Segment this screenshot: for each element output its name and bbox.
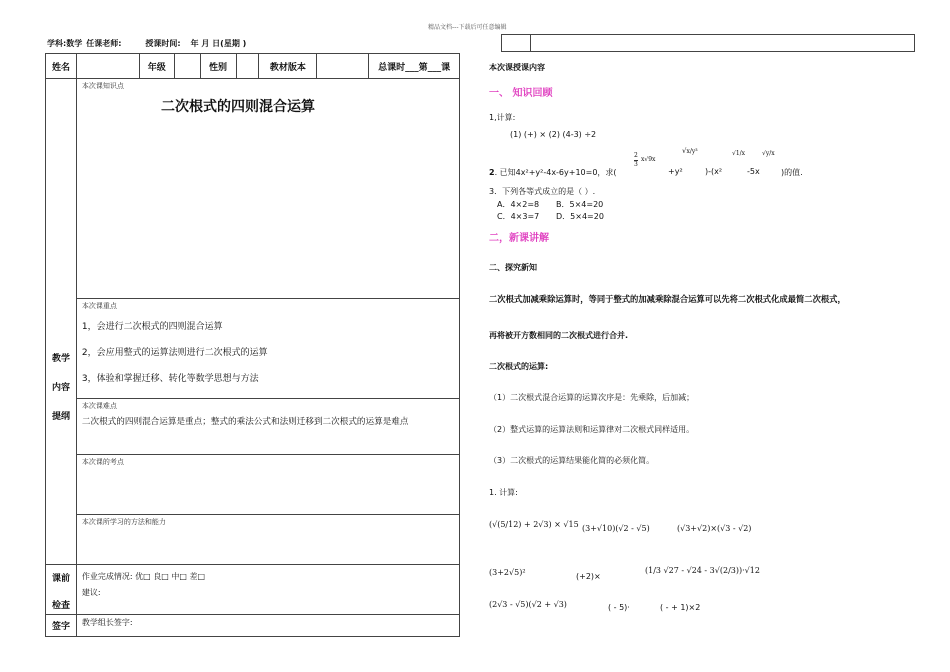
gender-label: 性别 (200, 54, 236, 79)
difficulty-text: 二次根式的四则混合运算是重点；整式的乘法公式和法则迁移到二次根式的运算是难点 (81, 417, 409, 427)
question-2 (489, 167, 617, 178)
gender-field[interactable] (236, 54, 259, 79)
focus-item: 2，会应用整式的运算法则进行二次根式的运算 (81, 348, 268, 358)
sign-cell (76, 615, 459, 637)
grade-label: 年级 (139, 54, 174, 79)
section-two-title: 二，新课讲解 (489, 233, 549, 244)
ops-title: 二次根式的运算: (489, 362, 549, 371)
q3-option-c: C．4×3=7 (497, 212, 540, 221)
q2-sqrt-9x: x√9x (641, 156, 656, 163)
q2-sqrt-1x: √1/x (732, 150, 746, 157)
name-label: 姓名 (46, 54, 77, 79)
knowledge-title: 二次根式的四则混合运算 (160, 99, 315, 115)
exercise-3b: ( - 5)· (608, 603, 630, 612)
exercise-2a: (3+2√5)² (489, 568, 526, 577)
sign-side-label: 签字 (46, 615, 77, 637)
q2-fraction: 2 3 (634, 152, 638, 168)
focus-cell (76, 299, 459, 399)
explore-title: 二、探究新知 (489, 263, 537, 272)
right-header-divider (530, 35, 531, 51)
knowledge-cell (76, 79, 459, 299)
version-label: 教材版本 (259, 54, 317, 79)
rule-1: （1）二次根式混合运算的运算次序是：先乘除，后加减； (489, 393, 695, 402)
focus-item: 3，体验和掌握迁移、转化等数学思想与方法 (81, 374, 259, 384)
question-3: 3．下列各等式成立的是（ ）. (489, 187, 596, 196)
rule-paragraph-1: 二次根式加减乘除运算时，等同于整式的加减乘除混合运算可以先将二次根式化成最简二次根式， (489, 294, 846, 304)
sign-text: 教学组长签字: (81, 618, 133, 627)
content-title: 本次课授课内容 (489, 63, 545, 72)
exam-label: 本次课的考点 (81, 458, 124, 466)
check-cell (76, 565, 459, 615)
suggestion-label: 建议: (81, 588, 101, 597)
subject-label: 学科:数学 (47, 39, 83, 48)
info-line (47, 38, 246, 49)
exercise-2b: (+2)× (576, 572, 601, 581)
exercise-3c: ( - + 1)×2 (660, 603, 701, 612)
exercise-1b: (3+√10)(√2 - √5) (582, 524, 650, 533)
method-label: 本次课所学习的方法和能力 (81, 518, 166, 526)
exercise-title: 1. 计算: (489, 488, 518, 497)
calc-label: 1,计算: (489, 113, 516, 122)
rule-paragraph-2: 再将被开方数相同的二次根式进行合并. (489, 331, 629, 340)
knowledge-label: 本次课知识点 (81, 82, 124, 90)
focus-label: 本次课重点 (81, 302, 117, 310)
header-note: 精品文档---下载后可任意编辑 (428, 24, 507, 31)
exercise-1c: (√3+√2)×(√3 - √2) (677, 524, 752, 533)
calc-items: (1) (+) × (2) (4-3) ÷2 (510, 130, 597, 139)
q3-option-a: A．4×2=8 (497, 200, 540, 209)
method-cell (76, 515, 459, 565)
q2-mid: +y² (668, 167, 683, 176)
teaching-side-label: 教学 内容 提纲 (46, 79, 77, 565)
q3-option-b: B．5×4=20 (556, 200, 604, 209)
homework-status: 作业完成情况: 优□ 良□ 中□ 差□ (81, 572, 206, 581)
exercise-3a: (2√3 - √5)(√2 + √3) (489, 600, 567, 609)
rule-3: （3）二次根式的运算结果能化简的必须化简。 (489, 456, 655, 465)
q2-mid2: )-(x² (705, 167, 723, 176)
right-header-box (501, 34, 915, 52)
lesson-table (45, 53, 460, 637)
q2-text: . 已知4x²+y²-4x-6y+10=0，求( (494, 168, 617, 177)
date-label: 年 月 日(星期 ) (190, 39, 247, 48)
grade-field[interactable] (174, 54, 200, 79)
q2-sqrt-yx: √y/x (762, 150, 775, 157)
q3-option-d: D．5×4=20 (556, 212, 604, 221)
difficulty-cell (76, 399, 459, 455)
q2-sqrt-frac: √x/y³ (682, 147, 698, 155)
exercise-2c: (1/3 √27 - √24 - 3√(2/3))·√12 (645, 566, 760, 575)
section-one-title: 一、 知识回顾 (489, 88, 553, 99)
q2-mid3: -5x (747, 167, 760, 176)
version-field[interactable] (317, 54, 369, 79)
difficulty-label: 本次课难点 (81, 402, 117, 410)
time-label: 授课时间: (145, 39, 181, 48)
exercise-1a: (√(5/12) + 2√3) × √15 (489, 520, 579, 529)
rule-2: （2）整式运算的运算法则和运算律对二次根式同样适用。 (489, 425, 695, 434)
q2-end: )的值. (781, 168, 803, 177)
q2-number: 2 (489, 168, 495, 177)
total-label: 总课时___第___课 (369, 54, 460, 79)
name-field[interactable] (76, 54, 139, 79)
exam-cell (76, 455, 459, 515)
focus-item: 1，会进行二次根式的四则混合运算 (81, 322, 223, 332)
teacher-label: 任课老师: (86, 39, 122, 48)
check-side-label: 课前 检查 (46, 565, 77, 615)
